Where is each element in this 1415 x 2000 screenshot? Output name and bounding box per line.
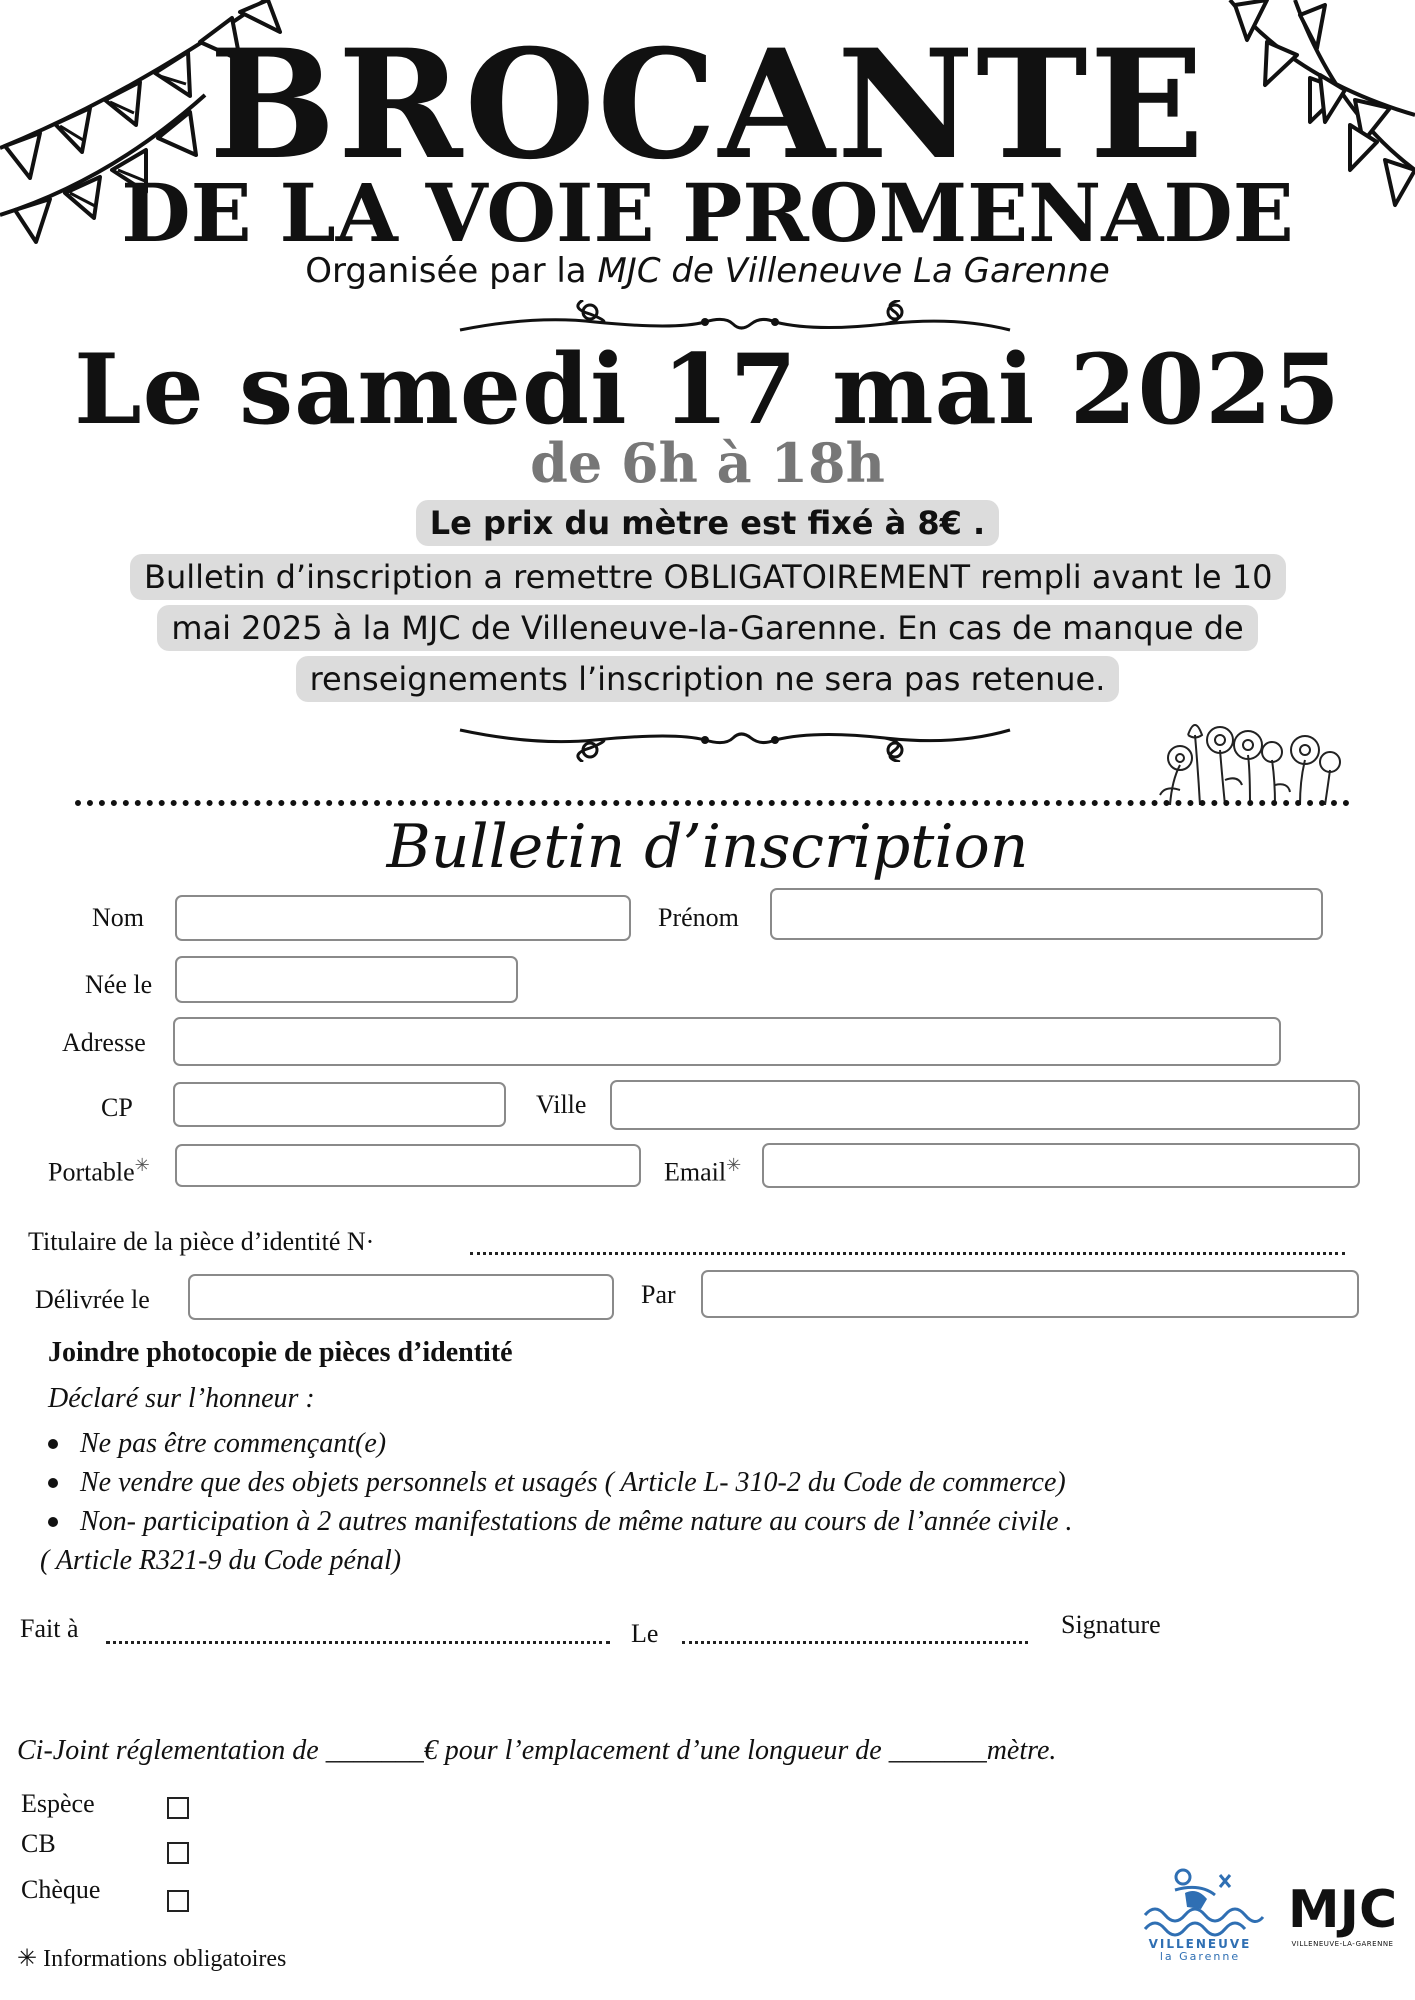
cut-separator	[75, 800, 1350, 806]
payment-cheque-checkbox[interactable]	[167, 1890, 189, 1912]
honour-declaration: Déclaré sur l’honneur :	[48, 1383, 315, 1414]
declaration-item: Ne pas être commençant(e)	[80, 1428, 387, 1459]
payment-card-checkbox[interactable]	[167, 1842, 189, 1864]
declaration-item: Non- participation à 2 autres manifestations de même nature au cours de l’année civile .	[80, 1506, 1073, 1537]
mjc-logo-subtext: VILLENEUVE-LA-GARENNE	[1291, 1940, 1394, 1948]
issue-date-field[interactable]	[188, 1274, 614, 1320]
flowers-illustration	[1150, 710, 1350, 805]
required-info-text: Informations obligatoires	[43, 1946, 287, 1972]
address-field[interactable]	[173, 1017, 1281, 1066]
payment-sentence: Ci-Joint réglementation de _______€ pour l’emplacement d’une longueur de _______mètre.	[17, 1735, 1057, 1766]
required-info-note	[17, 1944, 286, 1974]
registration-notice	[130, 552, 1285, 705]
price-text: Le prix du mètre est fixé à 8€ .	[416, 500, 999, 546]
label-cp: CP	[101, 1093, 133, 1122]
email-field[interactable]	[762, 1143, 1360, 1188]
photocopy-instruction: Joindre photocopie de pièces d’identité	[48, 1337, 513, 1368]
villeneuve-logo-mark	[1135, 1865, 1265, 1937]
label-adresse: Adresse	[62, 1028, 146, 1057]
payment-cash-checkbox[interactable]	[167, 1797, 189, 1819]
required-star-icon: ✳	[17, 1946, 38, 1972]
organiser-line	[0, 250, 1415, 292]
birth-date-field[interactable]	[175, 956, 518, 1003]
required-star-icon: ✳	[134, 1155, 150, 1175]
city-field[interactable]	[610, 1080, 1360, 1130]
required-star-icon: ✳	[726, 1155, 742, 1175]
label-portable-text: Portable	[48, 1157, 135, 1187]
event-hours: de 6h à 18h	[530, 431, 885, 495]
bullet-icon	[48, 1439, 58, 1449]
place-dotted-line[interactable]	[106, 1641, 610, 1644]
declaration-item: Ne vendre que des objets personnels et usagés ( Article L- 310-2 du Code de commerce)	[80, 1467, 1066, 1498]
bullet-icon	[48, 1478, 58, 1488]
label-id-holder: Titulaire de la pièce d’identité N·	[28, 1227, 375, 1256]
label-le: Le	[631, 1619, 659, 1648]
bullet-icon	[48, 1517, 58, 1527]
organiser-name: MJC de Villeneuve La Garenne	[597, 251, 1110, 291]
payment-option-label: CB	[21, 1829, 56, 1858]
villeneuve-logo-subtext: la Garenne	[1159, 1950, 1241, 1963]
organiser-prefix: Organisée par la	[305, 251, 598, 291]
notice-text: Bulletin d’inscription a remettre OBLIGATOIREMENT rempli avant le 10 mai 2025 à la MJC de Villeneuve-la-Garenne. En cas de manque de renseignements l’inscription ne sera pas retenue.	[130, 554, 1286, 702]
label-fait-a: Fait à	[20, 1614, 79, 1643]
poster-title: BROCANTE	[209, 17, 1206, 193]
villeneuve-logo-text: VILLENEUVE	[1148, 1937, 1252, 1951]
date-dotted-line[interactable]	[682, 1641, 1028, 1644]
prenom-field[interactable]	[770, 888, 1323, 940]
ornament-divider-bottom	[455, 718, 1015, 762]
label-signature: Signature	[1061, 1610, 1161, 1639]
label-prenom: Prénom	[658, 903, 739, 932]
label-email	[664, 1149, 741, 1189]
mjc-logo-text: MJC	[1287, 1880, 1398, 1940]
nom-field[interactable]	[175, 895, 631, 941]
price-notice	[0, 500, 1415, 546]
label-email-text: Email	[664, 1157, 727, 1187]
payment-option-label: Espèce	[21, 1789, 95, 1818]
poster-subtitle: DE LA VOIE PROMENADE	[121, 166, 1294, 260]
id-number-dotted-line[interactable]	[470, 1252, 1345, 1255]
payment-option-label: Chèque	[21, 1875, 101, 1904]
event-date: Le samedi 17 mai 2025	[74, 333, 1341, 446]
issuer-field[interactable]	[701, 1270, 1359, 1318]
label-ville: Ville	[536, 1090, 587, 1119]
mobile-field[interactable]	[175, 1144, 641, 1187]
label-delivered: Délivrée le	[35, 1285, 150, 1314]
label-portable	[48, 1149, 150, 1189]
mjc-logo	[1285, 1882, 1400, 1952]
label-nom: Nom	[92, 903, 144, 932]
penal-code-reference: ( Article R321-9 du Code pénal)	[40, 1545, 402, 1576]
villeneuve-logo	[1135, 1865, 1265, 1965]
label-nee-le: Née le	[85, 970, 153, 999]
form-title: Bulletin d’inscription	[386, 812, 1029, 882]
label-par: Par	[641, 1280, 676, 1309]
postcode-field[interactable]	[173, 1082, 506, 1127]
